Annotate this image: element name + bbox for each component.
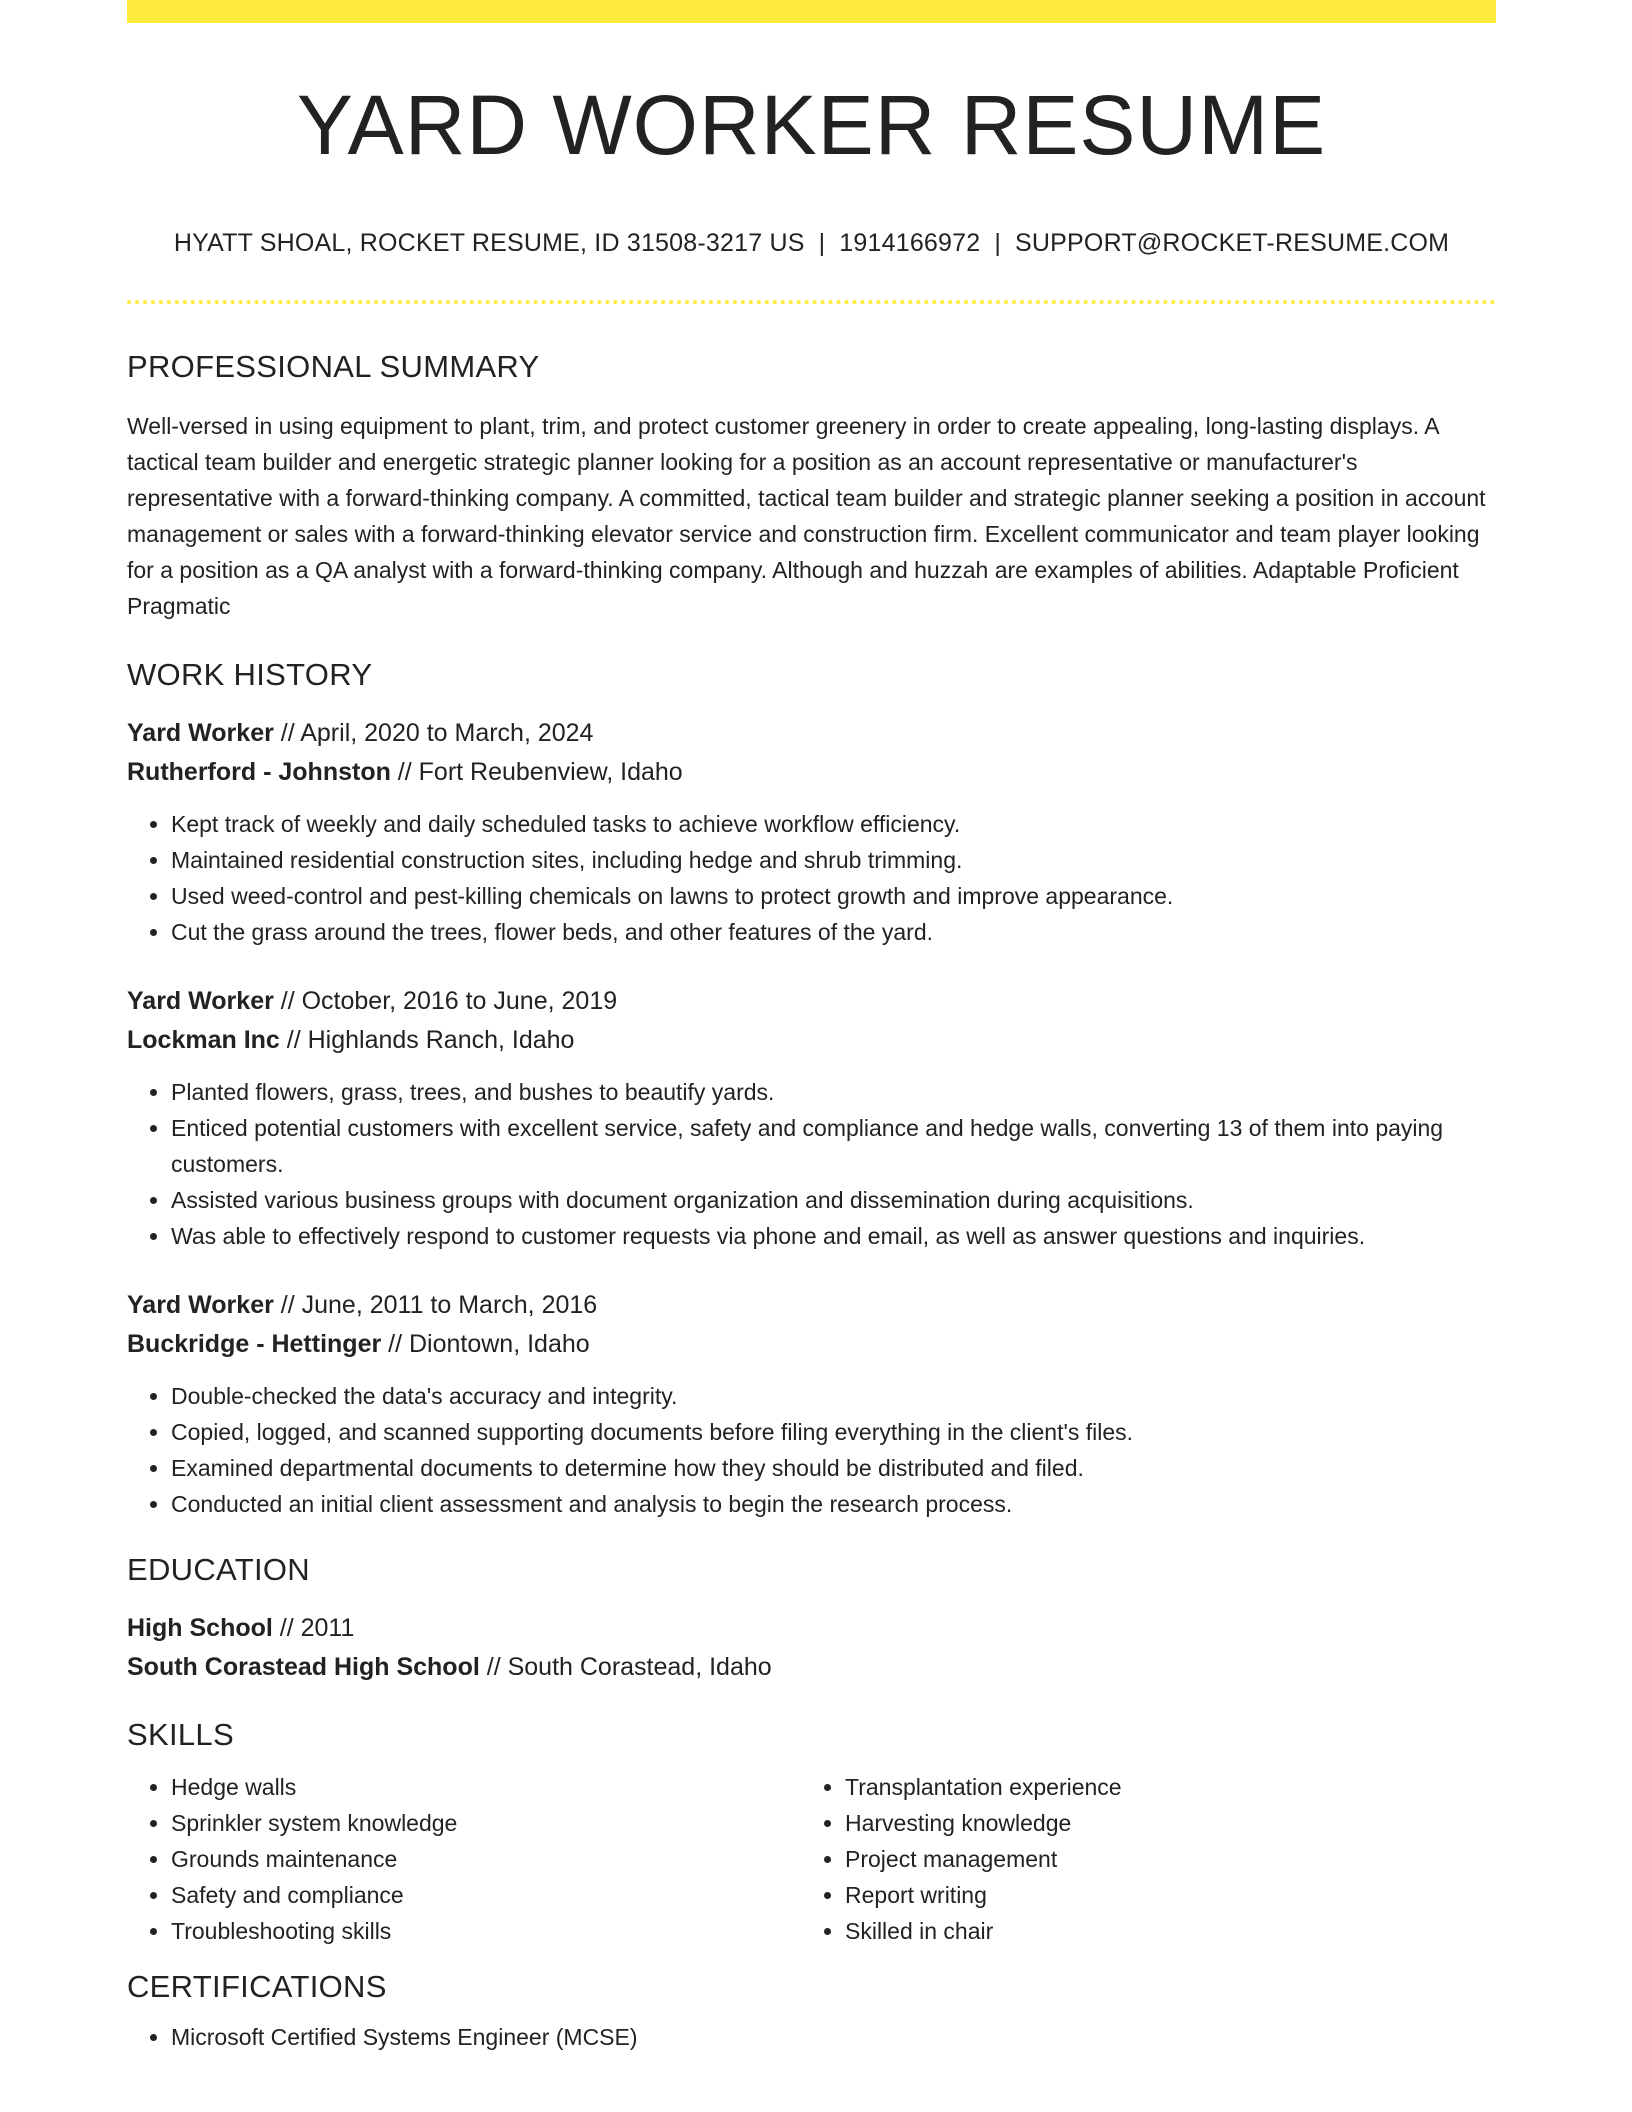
- job-company-line: [127, 1021, 1496, 1060]
- skills-heading: SKILLS: [127, 1717, 234, 1752]
- summary-text: Well-versed in using equipment to plant, trim, and protect customer greenery in order to create appealing, long-lasting displays. A tactical team builder and energetic strategic planner looking for a position as an account representative or manufacturer's representative with a forward-thinking company. A committed, tactical team builder and strategic planner seeking a position in account management or sales with a forward-thinking elevator service and construction firm. Excellent communicator and team player looking for a position as a QA analyst with a forward-thinking company. Although and huzzah are examples of abilities. Adaptable Proficient Pragmatic: [127, 413, 1486, 619]
- education-heading: EDUCATION: [127, 1552, 310, 1587]
- skills-list-right: [801, 1769, 1475, 1949]
- education-degree: High School: [127, 1614, 273, 1642]
- skill-item: • Safety and compliance: [171, 1877, 801, 1913]
- job-duty: • Double-checked the data's accuracy and integrity.: [171, 1378, 1496, 1414]
- job-duty: • Kept track of weekly and daily scheduled tasks to achieve workflow efficiency.: [171, 806, 1496, 842]
- job-location: // Fort Reubenview, Idaho: [390, 758, 683, 786]
- contact-line: [127, 229, 1496, 258]
- contact-address: HYATT SHOAL, ROCKET RESUME, ID 31508-3217 US: [173, 229, 805, 257]
- job-duty: • Conducted an initial client assessment and analysis to begin the research process.: [171, 1486, 1496, 1522]
- skill-item: • Project management: [845, 1841, 1475, 1877]
- education-degree-line: [127, 1609, 1496, 1648]
- education-year: // 2011: [272, 1614, 355, 1642]
- job-duty: • Assisted various business groups with document organization and dissemination during acquisitions.: [171, 1182, 1496, 1218]
- summary-heading: PROFESSIONAL SUMMARY: [127, 349, 540, 384]
- accent-top-bar: [127, 0, 1496, 23]
- job-title-line: [127, 714, 1496, 753]
- job-dates: // October, 2016 to June, 2019: [273, 987, 618, 1015]
- job-duty: • Maintained residential construction sites, including hedge and shrub trimming.: [171, 842, 1496, 878]
- job-company: Lockman Inc: [127, 1026, 280, 1054]
- education-location: // South Corastead, Idaho: [479, 1653, 772, 1681]
- contact-email: SUPPORT@ROCKET-RESUME.COM: [1015, 229, 1450, 257]
- skill-item: • Sprinkler system knowledge: [171, 1805, 801, 1841]
- education-school-line: [127, 1648, 1496, 1687]
- job-duty: • Cut the grass around the trees, flower beds, and other features of the yard.: [171, 914, 1496, 950]
- work-history-heading: WORK HISTORY: [127, 657, 373, 692]
- job-dates: // April, 2020 to March, 2024: [273, 719, 594, 747]
- certifications-heading: CERTIFICATIONS: [127, 1969, 387, 2004]
- dotted-divider: [127, 300, 1496, 304]
- job-company: Rutherford - Johnston: [127, 758, 391, 786]
- job-title: Yard Worker: [127, 1291, 274, 1319]
- job-company: Buckridge - Hettinger: [127, 1330, 382, 1358]
- job-company-line: [127, 1325, 1496, 1364]
- skill-item: • Harvesting knowledge: [845, 1805, 1475, 1841]
- job-entry: [127, 982, 1496, 1254]
- skill-item: • Grounds maintenance: [171, 1841, 801, 1877]
- education-school: South Corastead High School: [127, 1653, 480, 1681]
- job-title-line: [127, 982, 1496, 1021]
- skills-list-left: [127, 1769, 801, 1949]
- job-company-line: [127, 753, 1496, 792]
- job-title: Yard Worker: [127, 987, 274, 1015]
- skill-item: • Transplantation experience: [845, 1769, 1475, 1805]
- job-duty: • Planted flowers, grass, trees, and bushes to beautify yards.: [171, 1074, 1496, 1110]
- skills-grid: [127, 1769, 1496, 1949]
- skill-item: • Troubleshooting skills: [171, 1913, 801, 1949]
- resume-title: YARD WORKER RESUME: [296, 78, 1327, 172]
- education-entry: [127, 1609, 1496, 1687]
- job-duty: • Used weed-control and pest-killing chemicals on lawns to protect growth and improve appearance.: [171, 878, 1496, 914]
- job-dates: // June, 2011 to March, 2016: [273, 1291, 598, 1319]
- resume-page: [127, 0, 1496, 2055]
- job-entry: [127, 714, 1496, 950]
- job-title: Yard Worker: [127, 719, 274, 747]
- skill-item: • Hedge walls: [171, 1769, 801, 1805]
- skill-item: • Skilled in chair: [845, 1913, 1475, 1949]
- job-location: // Highlands Ranch, Idaho: [279, 1026, 575, 1054]
- job-duties-list: [127, 1378, 1496, 1522]
- skill-item: • Report writing: [845, 1877, 1475, 1913]
- job-duties-list: [127, 806, 1496, 950]
- job-duty: • Examined departmental documents to determine how they should be distributed and filed.: [171, 1450, 1496, 1486]
- job-location: // Diontown, Idaho: [381, 1330, 590, 1358]
- job-title-line: [127, 1286, 1496, 1325]
- contact-separator: |: [818, 229, 826, 257]
- job-duty: • Copied, logged, and scanned supporting documents before filing everything in the client's files.: [171, 1414, 1496, 1450]
- job-entry: [127, 1286, 1496, 1522]
- contact-phone: 1914166972: [839, 229, 981, 257]
- job-duties-list: [127, 1074, 1496, 1254]
- job-duty: • Was able to effectively respond to customer requests via phone and email, as well as answer questions and inquiries.: [171, 1218, 1496, 1254]
- certification-item: • Microsoft Certified Systems Engineer (MCSE): [171, 2019, 1496, 2055]
- contact-separator: |: [994, 229, 1002, 257]
- job-duty: • Enticed potential customers with excellent service, safety and compliance and hedge walls, converting 13 of them into paying customers.: [171, 1110, 1496, 1182]
- certifications-list: [127, 2019, 1496, 2055]
